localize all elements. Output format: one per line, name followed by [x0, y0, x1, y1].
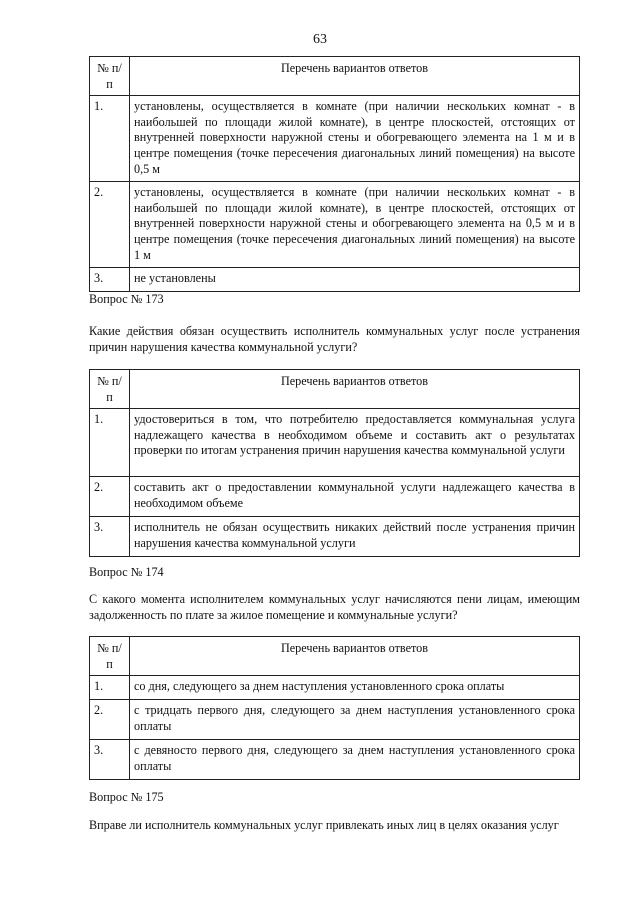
table-header-row [90, 637, 580, 676]
answer-text: с девяносто первого дня, следующего за днем наступления установленного срока оплаты [130, 740, 580, 780]
question-label: Вопрос № 174 [89, 565, 164, 579]
answers-table-prev [89, 56, 580, 292]
answers-table-173 [89, 369, 580, 557]
table-row [90, 96, 580, 182]
table-row [90, 477, 580, 517]
col-header-number: № п/п [90, 57, 130, 96]
col-header-answers: Перечень вариантов ответов [130, 637, 580, 676]
row-number: 1. [90, 96, 130, 182]
answer-text: установлены, осуществляется в комнате (при наличии нескольких комнат - в наибольшей по площади жилой комнате), в центре плоскостей, отстоящих от внутренней поверхности наружной стены и обогревающего элемента на 0,5 м и в центре помещения (точке пересечения диагональных линий помещения) на высоте 1 м [130, 182, 580, 268]
row-number: 1. [90, 409, 130, 477]
question-text: Вправе ли исполнитель коммунальных услуг привлекать иных лиц в целях оказания услуг [89, 818, 559, 832]
row-number: 3. [90, 517, 130, 557]
answer-text: установлены, осуществляется в комнате (при наличии нескольких комнат - в наибольшей по площади жилой комнате), в центре плоскостей, отстоящих от внутренней поверхности наружной стены и обогревающего элемента на 1 м и в центре помещения (точке пересечения диагональных линий помещения) на высоте 0,5 м [130, 96, 580, 182]
question-label: Вопрос № 175 [89, 790, 164, 804]
table-row [90, 182, 580, 268]
table-row [90, 517, 580, 557]
answer-text: не установлены [130, 268, 580, 292]
table-row [90, 740, 580, 780]
page-number: 63 [313, 32, 327, 47]
question-text: С какого момента исполнителем коммунальных услуг начисляются пени лицам, имеющим задолженность по плате за жилое помещение и коммунальные услуги? [89, 592, 580, 622]
col-header-answers: Перечень вариантов ответов [130, 370, 580, 409]
table-row [90, 268, 580, 292]
question-label: Вопрос № 173 [89, 292, 164, 306]
answer-text: со дня, следующего за днем наступления установленного срока оплаты [130, 676, 580, 700]
question-text: Какие действия обязан осуществить исполнитель коммунальных услуг после устранения причин нарушения качества коммунальной услуги? [89, 324, 580, 354]
answers-table-174 [89, 636, 580, 780]
answer-text: удостовериться в том, что потребителю предоставляется коммунальная услуга надлежащего качества в необходимом объеме и составить акт о результатах проверки по итогам устранения причин нарушения качества коммунальной услуги [130, 409, 580, 477]
table-row [90, 700, 580, 740]
table-header-row [90, 370, 580, 409]
row-number: 2. [90, 182, 130, 268]
col-header-number: № п/п [90, 637, 130, 676]
row-number: 2. [90, 700, 130, 740]
row-number: 3. [90, 740, 130, 780]
table-row [90, 409, 580, 477]
col-header-answers: Перечень вариантов ответов [130, 57, 580, 96]
row-number: 3. [90, 268, 130, 292]
table-row [90, 676, 580, 700]
answer-text: с тридцать первого дня, следующего за днем наступления установленного срока оплаты [130, 700, 580, 740]
row-number: 2. [90, 477, 130, 517]
table-header-row [90, 57, 580, 96]
answer-text: исполнитель не обязан осуществить никаких действий после устранения причин нарушения качества коммунальной услуги [130, 517, 580, 557]
answer-text: составить акт о предоставлении коммунальной услуги надлежащего качества в необходимом объеме [130, 477, 580, 517]
col-header-number: № п/п [90, 370, 130, 409]
row-number: 1. [90, 676, 130, 700]
